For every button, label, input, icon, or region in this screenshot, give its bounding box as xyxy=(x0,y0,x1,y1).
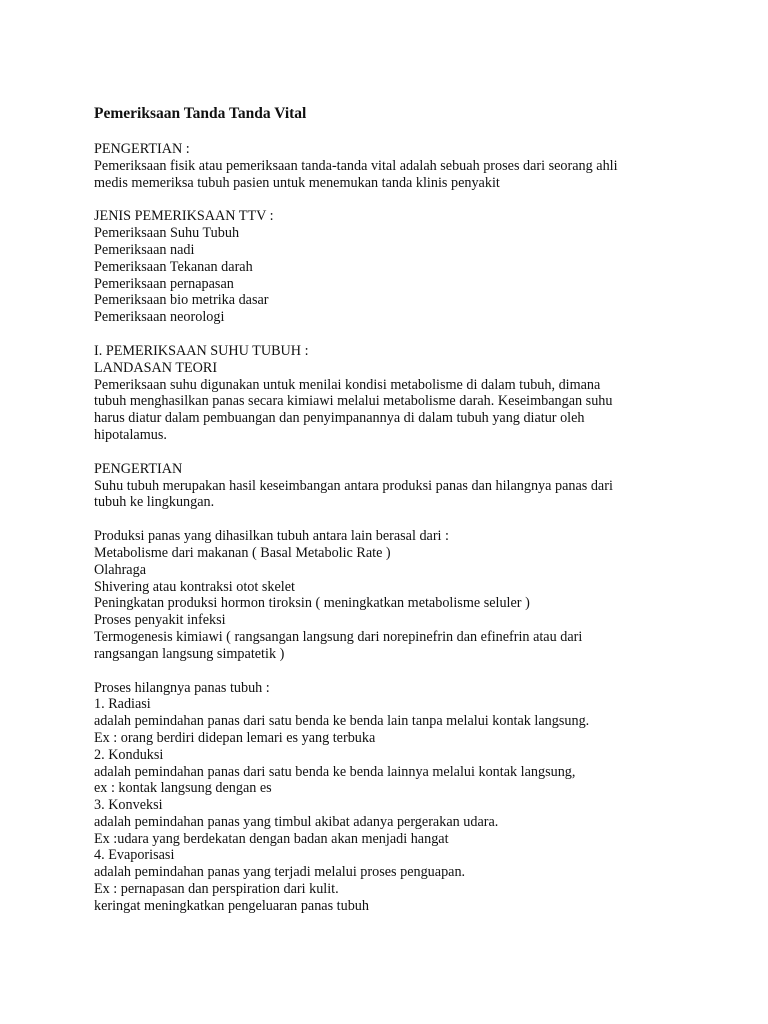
text-line: Ex :udara yang berdekatan dengan badan akan menjadi hangat xyxy=(94,830,449,847)
text-line: medis memeriksa tubuh pasien untuk menemukan tanda klinis penyakit xyxy=(94,174,500,191)
text-line: Metabolisme dari makanan ( Basal Metabolic Rate ) xyxy=(94,544,391,561)
text-line: Peningkatan produksi hormon tiroksin ( meningkatkan metabolisme seluler ) xyxy=(94,595,530,612)
document-section xyxy=(94,461,714,511)
text-line: I. PEMERIKSAAN SUHU TUBUH : xyxy=(94,342,309,359)
text-line: tubuh menghasilkan panas secara kimiawi melalui metabolisme darah. Keseimbangan suhu xyxy=(94,393,613,410)
text-line: 3. Konveksi xyxy=(94,797,163,814)
text-line: Pemeriksaan bio metrika dasar xyxy=(94,292,269,309)
text-line: Ex : orang berdiri didepan lemari es yang terbuka xyxy=(94,729,376,746)
text-line: LANDASAN TEORI xyxy=(94,359,218,376)
text-line: rangsangan langsung simpatetik ) xyxy=(94,645,285,662)
text-line: keringat meningkatkan pengeluaran panas tubuh xyxy=(94,897,369,914)
text-line: Suhu tubuh merupakan hasil keseimbangan antara produksi panas dan hilangnya panas dari xyxy=(94,477,613,494)
text-line: Pemeriksaan suhu digunakan untuk menilai kondisi metabolisme di dalam tubuh, dimana xyxy=(94,376,601,393)
text-line: PENGERTIAN xyxy=(94,460,183,477)
document-section xyxy=(94,528,714,662)
text-line: adalah pemindahan panas dari satu benda ke benda lain tanpa melalui kontak langsung. xyxy=(94,713,590,730)
text-line: Pemeriksaan fisik atau pemeriksaan tanda-tanda vital adalah sebuah proses dari seorang ahli xyxy=(94,157,618,174)
text-line: Proses hilangnya panas tubuh : xyxy=(94,679,270,696)
text-line: 1. Radiasi xyxy=(94,696,151,713)
text-line: adalah pemindahan panas yang timbul akibat adanya pergerakan udara. xyxy=(94,813,499,830)
text-line: harus diatur dalam pembuangan dan penyimpanannya di dalam tubuh yang diatur oleh xyxy=(94,410,585,427)
text-line: 4. Evaporisasi xyxy=(94,847,175,864)
document-body xyxy=(94,141,714,915)
document-title: Pemeriksaan Tanda Tanda Vital xyxy=(94,105,307,122)
text-line: Pemeriksaan Suhu Tubuh xyxy=(94,225,240,242)
text-line: Pemeriksaan Tekanan darah xyxy=(94,258,253,275)
document-page xyxy=(94,104,714,932)
text-line: Shivering atau kontraksi otot skelet xyxy=(94,578,295,595)
text-line: Pemeriksaan neorologi xyxy=(94,309,225,326)
text-line: 2. Konduksi xyxy=(94,746,164,763)
text-line: JENIS PEMERIKSAAN TTV : xyxy=(94,208,274,225)
text-line: Ex : pernapasan dan perspiration dari kulit. xyxy=(94,881,339,898)
text-line: adalah pemindahan panas dari satu benda ke benda lainnya melalui kontak langsung, xyxy=(94,763,576,780)
text-line: PENGERTIAN : xyxy=(94,141,190,157)
text-line: Pemeriksaan nadi xyxy=(94,241,195,258)
text-line: Termogenesis kimiawi ( rangsangan langsung dari norepinefrin dan efinefrin atau dari xyxy=(94,628,583,645)
text-line: tubuh ke lingkungan. xyxy=(94,494,215,511)
document-section xyxy=(94,343,714,444)
text-line: Pemeriksaan pernapasan xyxy=(94,275,234,292)
text-line: Olahraga xyxy=(94,561,146,578)
text-line: hipotalamus. xyxy=(94,426,167,443)
text-line: Produksi panas yang dihasilkan tubuh antara lain berasal dari : xyxy=(94,528,449,545)
text-line: adalah pemindahan panas yang terjadi melalui proses penguapan. xyxy=(94,864,466,881)
document-section xyxy=(94,680,714,915)
text-line: Proses penyakit infeksi xyxy=(94,612,226,629)
document-section xyxy=(94,141,714,191)
text-line: ex : kontak langsung dengan es xyxy=(94,780,272,797)
document-section xyxy=(94,208,714,326)
